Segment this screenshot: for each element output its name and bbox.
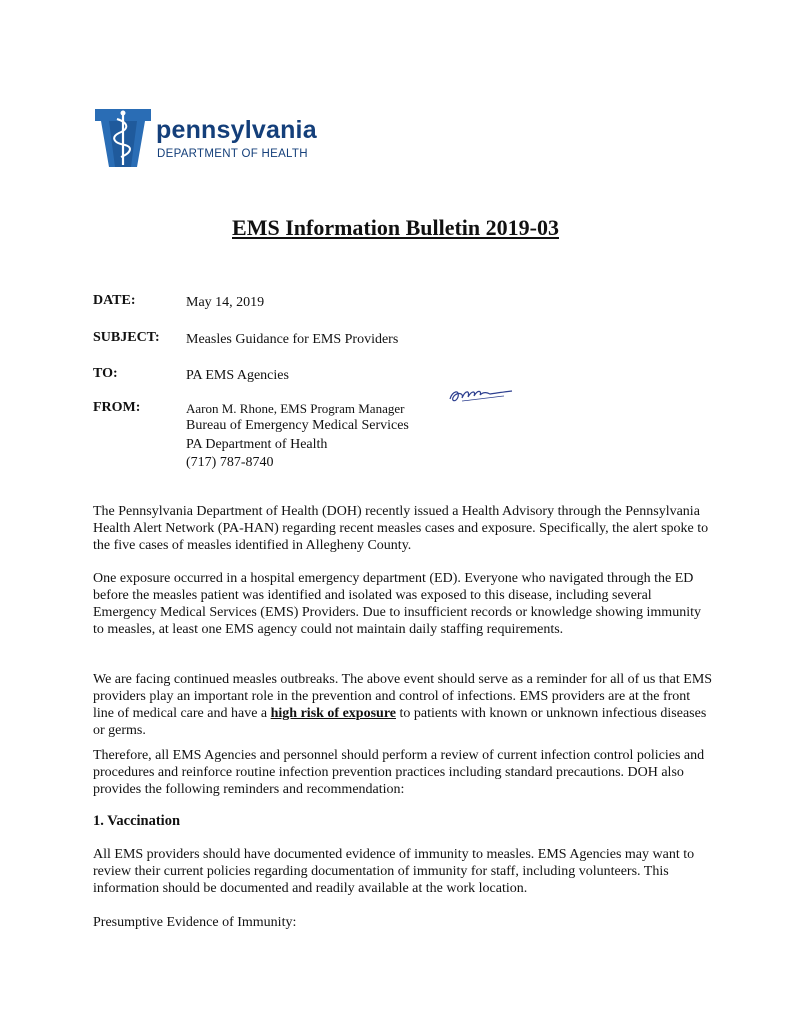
subject-label: SUBJECT: bbox=[93, 330, 160, 345]
outbreaks-text-start: We are facing continued measles outbreaks. The above event should serve as a reminder for all of us that EMS providers play an important role in the prevention and control of infections. EMS providers are at the front line of medical care and have a bbox=[93, 672, 713, 721]
section-vaccination-heading: 1. Vaccination bbox=[93, 813, 181, 829]
keystone-logo-icon bbox=[93, 107, 153, 169]
paragraph-recommendations: Therefore, all EMS Agencies and personnel should perform a review of current infection control policies and procedures and reinforce routine infection prevention practices including standard precautions. DOH also provides the following reminders and recommendation: bbox=[93, 748, 705, 797]
from-line-1: Aaron M. Rhone, EMS Program Manager bbox=[186, 401, 405, 416]
bulletin-title: EMS Information Bulletin 2019-03 bbox=[232, 215, 559, 240]
high-risk-emphasis: high risk of exposure bbox=[270, 706, 396, 721]
date-label: DATE: bbox=[93, 293, 136, 308]
to-value: PA EMS Agencies bbox=[186, 368, 289, 383]
pa-doh-logo bbox=[93, 107, 333, 169]
from-line-2: Bureau of Emergency Medical Services bbox=[186, 418, 409, 433]
outbreaks-text-end: to patients with known or unknown infectious diseases or germs. bbox=[93, 706, 707, 738]
to-label: TO: bbox=[93, 366, 118, 381]
paragraph-health-advisory: The Pennsylvania Department of Health (DOH) recently issued a Health Advisory through the Pennsylvania Health Alert Network (PA-HAN) regarding recent measles cases and exposure. Specifically, the alert spoke to the five cases of measles identified in Allegheny County. bbox=[93, 504, 709, 553]
logo-wordmark: pennsylvania bbox=[156, 116, 317, 144]
paragraph-ed-exposure: One exposure occurred in a hospital emergency department (ED). Everyone who navigated through the ED before the measles patient was identified and isolated was exposed to this disease, including several Emergency Medical Services (EMS) Providers. Due to insufficient records or knowledge showing immunity to measles, at least one EMS agency could not maintain daily staffing requirements. bbox=[93, 571, 701, 637]
paragraph-vaccination: All EMS providers should have documented evidence of immunity to measles. EMS Agencies may want to review their current policies regarding documentation of immunity for staff, including volunteers. This information should be documented and readily available at the work location. bbox=[93, 847, 695, 896]
presumptive-evidence-heading: Presumptive Evidence of Immunity: bbox=[93, 915, 297, 930]
paragraph-outbreaks bbox=[93, 671, 713, 739]
from-label: FROM: bbox=[93, 400, 141, 415]
from-line-4: (717) 787-8740 bbox=[186, 455, 274, 470]
subject-value: Measles Guidance for EMS Providers bbox=[186, 332, 399, 347]
signature-icon bbox=[448, 385, 514, 407]
date-value: May 14, 2019 bbox=[186, 295, 265, 310]
from-line-3: PA Department of Health bbox=[186, 437, 328, 452]
logo-department: DEPARTMENT OF HEALTH bbox=[157, 148, 308, 160]
